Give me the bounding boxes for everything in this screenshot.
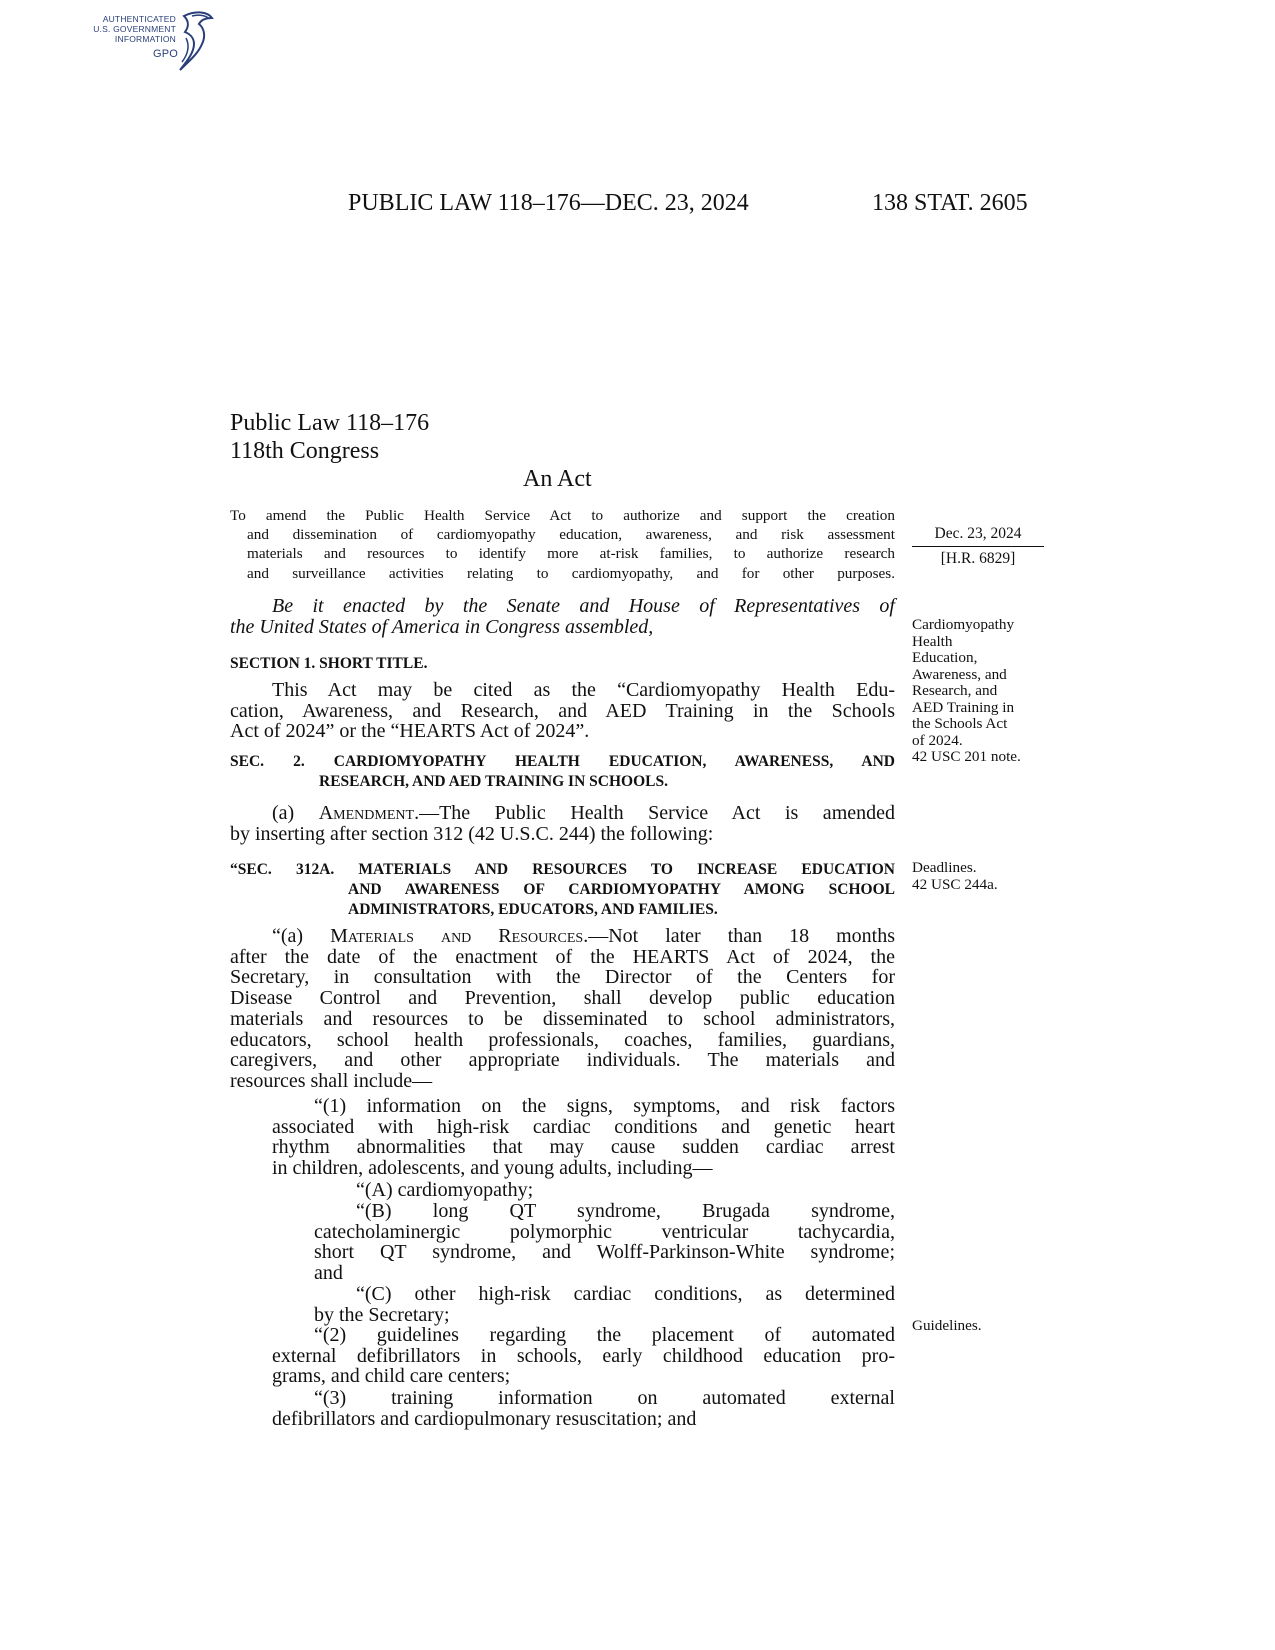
item-2 — [230, 1325, 895, 1387]
text-line: Act of 2024” or the “HEARTS Act of 2024”. — [230, 720, 590, 743]
note-line: 42 USC 201 note. — [912, 748, 1021, 765]
text-line: caregivers, and other appropriate individuals. The materials and — [230, 1049, 895, 1072]
purpose-line: and surveillance activities relating to cardiomyopathy, and for other purposes. — [247, 564, 895, 582]
text-line: external defibrillators in schools, early childhood education pro- — [272, 1344, 895, 1367]
text-line: educators, school health professionals, coaches, families, guardians, — [230, 1028, 895, 1051]
paragraph-a — [230, 926, 895, 1092]
heading-line: AND AWARENESS OF CARDIOMYOPATHY AMONG SCHOOL — [348, 881, 895, 898]
text-line: materials and resources to be disseminated to school administrators, — [230, 1007, 895, 1030]
item-3 — [230, 1388, 895, 1429]
para-a-prefix: “(a) — [272, 925, 331, 947]
running-header-stat: 138 STAT. 2605 — [872, 190, 1028, 216]
enactment-rule — [912, 546, 1044, 547]
congress-label: 118th Congress — [230, 438, 380, 464]
text-line: rhythm abnormalities that may cause sudden cardiac arrest — [272, 1136, 895, 1159]
purpose-line: materials and resources to identify more at-risk families, to authorize research — [247, 545, 895, 563]
text-line: after the date of the enactment of the HEARTS Act of 2024, the — [230, 945, 895, 968]
heading-line: RESEARCH, AND AED TRAINING IN SCHOOLS. — [319, 773, 668, 790]
subitem-c — [230, 1284, 895, 1325]
note-line: Research, and — [912, 682, 998, 699]
text-line: resources shall include— — [230, 1069, 433, 1092]
text-line: by the Secretary; — [314, 1303, 450, 1326]
text-line — [230, 803, 895, 824]
text-line: “(1) information on the signs, symptoms, and risk factors — [314, 1095, 895, 1117]
note-line: Education, — [912, 649, 978, 666]
purpose-line: To amend the Public Health Service Act to authorize and support the creation — [230, 507, 895, 524]
text-line: catecholaminergic polymorphic ventricular tachycardia, — [314, 1220, 895, 1243]
public-law-title: Public Law 118–176 — [230, 410, 430, 436]
seal-text-line2: U.S. GOVERNMENT — [93, 24, 176, 34]
eagle-icon — [88, 8, 228, 78]
text-line: associated with high-risk cardiac conditions and genetic heart — [272, 1115, 895, 1138]
note-line: Cardiomyopathy — [912, 616, 1015, 633]
bill-number: [H.R. 6829] — [940, 550, 1016, 567]
text-line: “(C) other high-risk cardiac conditions, as determined — [356, 1283, 895, 1305]
act-heading: An Act — [523, 466, 592, 492]
section-312a-heading — [230, 860, 895, 920]
seal-text-line1: AUTHENTICATED — [102, 14, 176, 24]
item-1 — [230, 1096, 895, 1179]
act-purpose — [230, 506, 895, 583]
enacting-line: the United States of America in Congress assembled, — [230, 616, 654, 638]
text-line: This Act may be cited as the “Cardiomyopathy Health Edu- — [272, 679, 895, 701]
heading-line: “SEC. 312A. MATERIALS AND RESOURCES TO INCREASE EDUCATION — [230, 861, 895, 878]
enacting-clause — [230, 596, 895, 638]
running-header-law: PUBLIC LAW 118–176—DEC. 23, 2024 — [348, 190, 749, 216]
subitem-b — [230, 1201, 895, 1284]
amend-rest: .—The Public Health Service Act is amended — [414, 802, 895, 824]
margin-note-guidelines: Guidelines. — [912, 1317, 982, 1334]
text-line: “(2) guidelines regarding the placement of automated — [314, 1324, 895, 1346]
text-line: “(B) long QT syndrome, Brugada syndrome, — [356, 1200, 895, 1222]
amendment-label: Amendment — [318, 802, 415, 824]
text-line: “(3) training information on automated external — [314, 1387, 895, 1409]
heading-line: ADMINISTRATORS, EDUCATORS, AND FAMILIES. — [348, 901, 718, 918]
text-line: by inserting after section 312 (42 U.S.C. 244) the following: — [230, 822, 714, 845]
note-line: AED Training in — [912, 698, 1015, 716]
text-line: cation, Awareness, and Research, and AED Training in the Schools — [230, 699, 895, 722]
subitem-a — [230, 1180, 895, 1201]
text-line: defibrillators and cardiopulmonary resuscitation; and — [272, 1407, 697, 1430]
amendment-paragraph — [230, 803, 895, 844]
purpose-line: and dissemination of cardiomyopathy education, awareness, and risk assessment — [247, 526, 895, 544]
text-line: and — [314, 1262, 343, 1285]
section-1-heading: SECTION 1. SHORT TITLE. — [230, 655, 428, 672]
gpo-authentication-seal — [88, 8, 228, 78]
margin-note-short-title — [912, 617, 1021, 766]
seal-text-gpo: GPO — [152, 48, 178, 60]
text-line: grams, and child care centers; — [272, 1365, 511, 1388]
text-line: “(A) cardiomyopathy; — [356, 1179, 534, 1201]
amend-prefix: (a) — [272, 802, 319, 824]
seal-text-line3: INFORMATION — [114, 34, 176, 44]
text-line: short QT syndrome, and Wolff-Parkinson-White syndrome; — [314, 1241, 895, 1264]
enacting-line: Be it enacted by the Senate and House of Representatives of — [272, 595, 895, 617]
section-2-heading — [230, 752, 895, 792]
text-line: in children, adolescents, and young adults, including— — [272, 1157, 713, 1180]
text-line: Secretary, in consultation with the Director of the Centers for — [230, 966, 895, 989]
text-line: Disease Control and Prevention, shall develop public education — [230, 987, 895, 1010]
enactment-date: Dec. 23, 2024 — [934, 525, 1022, 542]
materials-label: Materials and Resources — [330, 925, 584, 947]
note-line: of 2024. — [912, 731, 963, 749]
note-line: the Schools Act — [912, 715, 1008, 732]
margin-note-deadlines — [912, 860, 998, 893]
para-a-rest: .—Not later than 18 months — [583, 925, 896, 947]
note-line: Health — [912, 632, 953, 650]
note-line: Awareness, and — [912, 665, 1007, 683]
heading-line: SEC. 2. CARDIOMYOPATHY HEALTH EDUCATION, AWARENESS, AND — [230, 753, 895, 770]
note-line: Deadlines. — [912, 859, 977, 876]
note-line: 42 USC 244a. — [912, 875, 998, 893]
text-line — [230, 926, 895, 947]
section-1-text — [230, 680, 895, 742]
